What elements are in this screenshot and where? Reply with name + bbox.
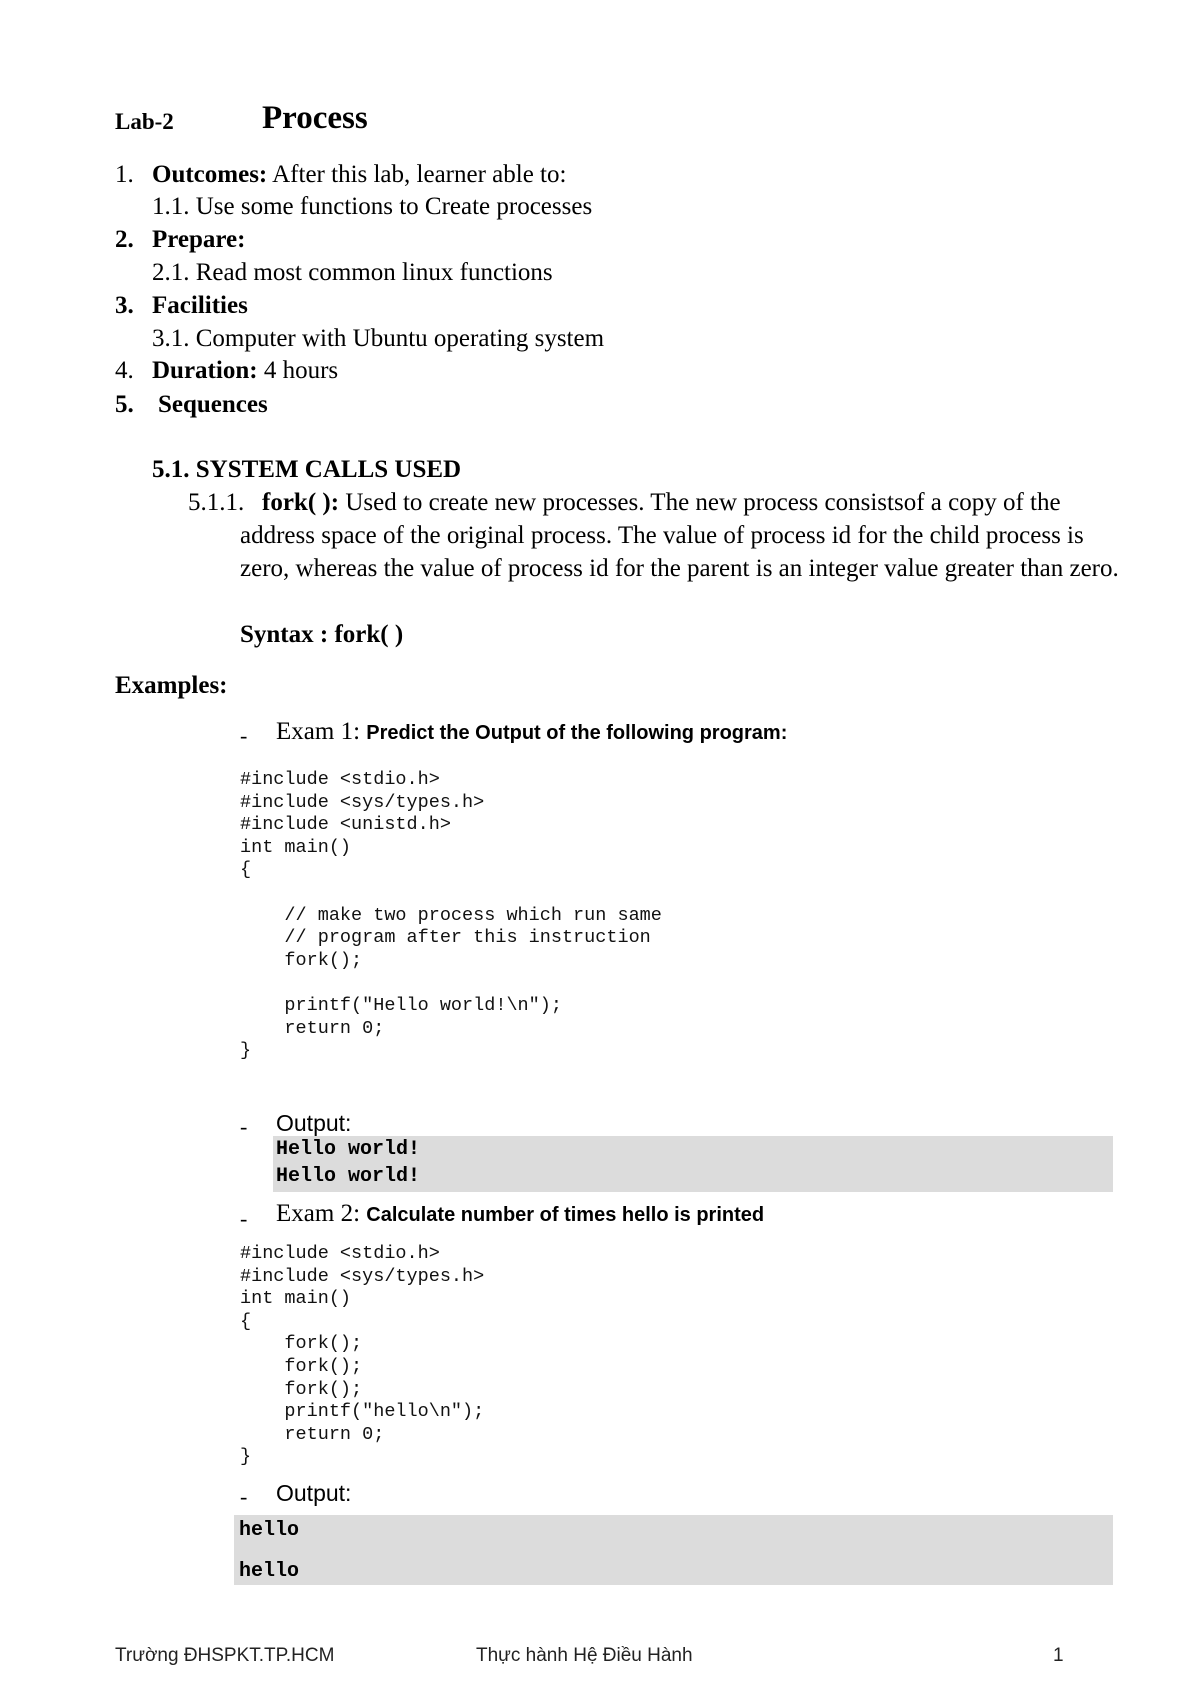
- outline-item-facilities: 3. Facilities: [115, 292, 248, 319]
- fork-description: fork( ): Used to create new processes. The new process consistsof a copy of the address space of the original process. The value of process id for the child process is zero, whereas the value of process id for the parent is an integer value greater than zero.: [240, 489, 1119, 582]
- examples-heading: Examples:: [115, 672, 228, 699]
- subsection-number: 5.1.1.: [188, 489, 245, 516]
- output-line: Hello world!: [276, 1165, 421, 1188]
- fork-syntax: Syntax : fork( ): [240, 621, 404, 648]
- exam2-code: #include <stdio.h> #include <sys/types.h> int main() { fork(); fork(); fork(); printf("hello\n"); return 0; }: [240, 1243, 485, 1468]
- footer-page-number: 1: [1053, 1645, 1064, 1666]
- outline-item-sequences: 5. Sequences: [115, 391, 268, 418]
- outline-item-outcomes: 1. Outcomes: After this lab, learner able to:: [115, 161, 567, 188]
- output-line: hello: [239, 1519, 300, 1542]
- outline-item-prepare: 2. Prepare:: [115, 226, 246, 253]
- output-line: Hello world!: [276, 1138, 421, 1161]
- section-heading: 5.1. SYSTEM CALLS USED: [152, 456, 462, 483]
- exam1-code: #include <stdio.h> #include <sys/types.h> #include <unistd.h> int main() { // make two process which run same // program after this instruction fork(); printf("Hello world!\n"); return 0; }: [240, 769, 662, 1062]
- outline-item-duration: 4. Duration: 4 hours: [115, 357, 339, 384]
- outline-subitem: 3.1. Computer with Ubuntu operating system: [152, 325, 605, 352]
- outline-subitem: 2.1. Read most common linux functions: [152, 259, 553, 286]
- bullet-dash: -: [240, 723, 248, 748]
- footer-course: Thực hành Hệ Điều Hành: [476, 1645, 693, 1666]
- lab-label: Lab-2: [115, 109, 174, 134]
- page-title: Process: [262, 100, 368, 136]
- bullet-dash: -: [240, 1114, 248, 1139]
- exam2-prompt: Exam 2: Calculate number of times hello is printed: [276, 1200, 765, 1227]
- exam2-output-label: Output:: [276, 1480, 352, 1506]
- outline-subitem: 1.1. Use some functions to Create processes: [152, 193, 593, 220]
- bullet-dash: -: [240, 1206, 248, 1231]
- bullet-dash: -: [240, 1484, 248, 1509]
- exam1-output-label: Output:: [276, 1110, 352, 1136]
- footer-school: Trường ĐHSPKT.TP.HCM: [115, 1645, 335, 1666]
- exam1-output-box: [273, 1136, 1113, 1192]
- exam2-output-box: [234, 1515, 1113, 1585]
- exam1-prompt: Exam 1: Predict the Output of the following program:: [276, 718, 788, 745]
- output-line: hello: [239, 1560, 300, 1583]
